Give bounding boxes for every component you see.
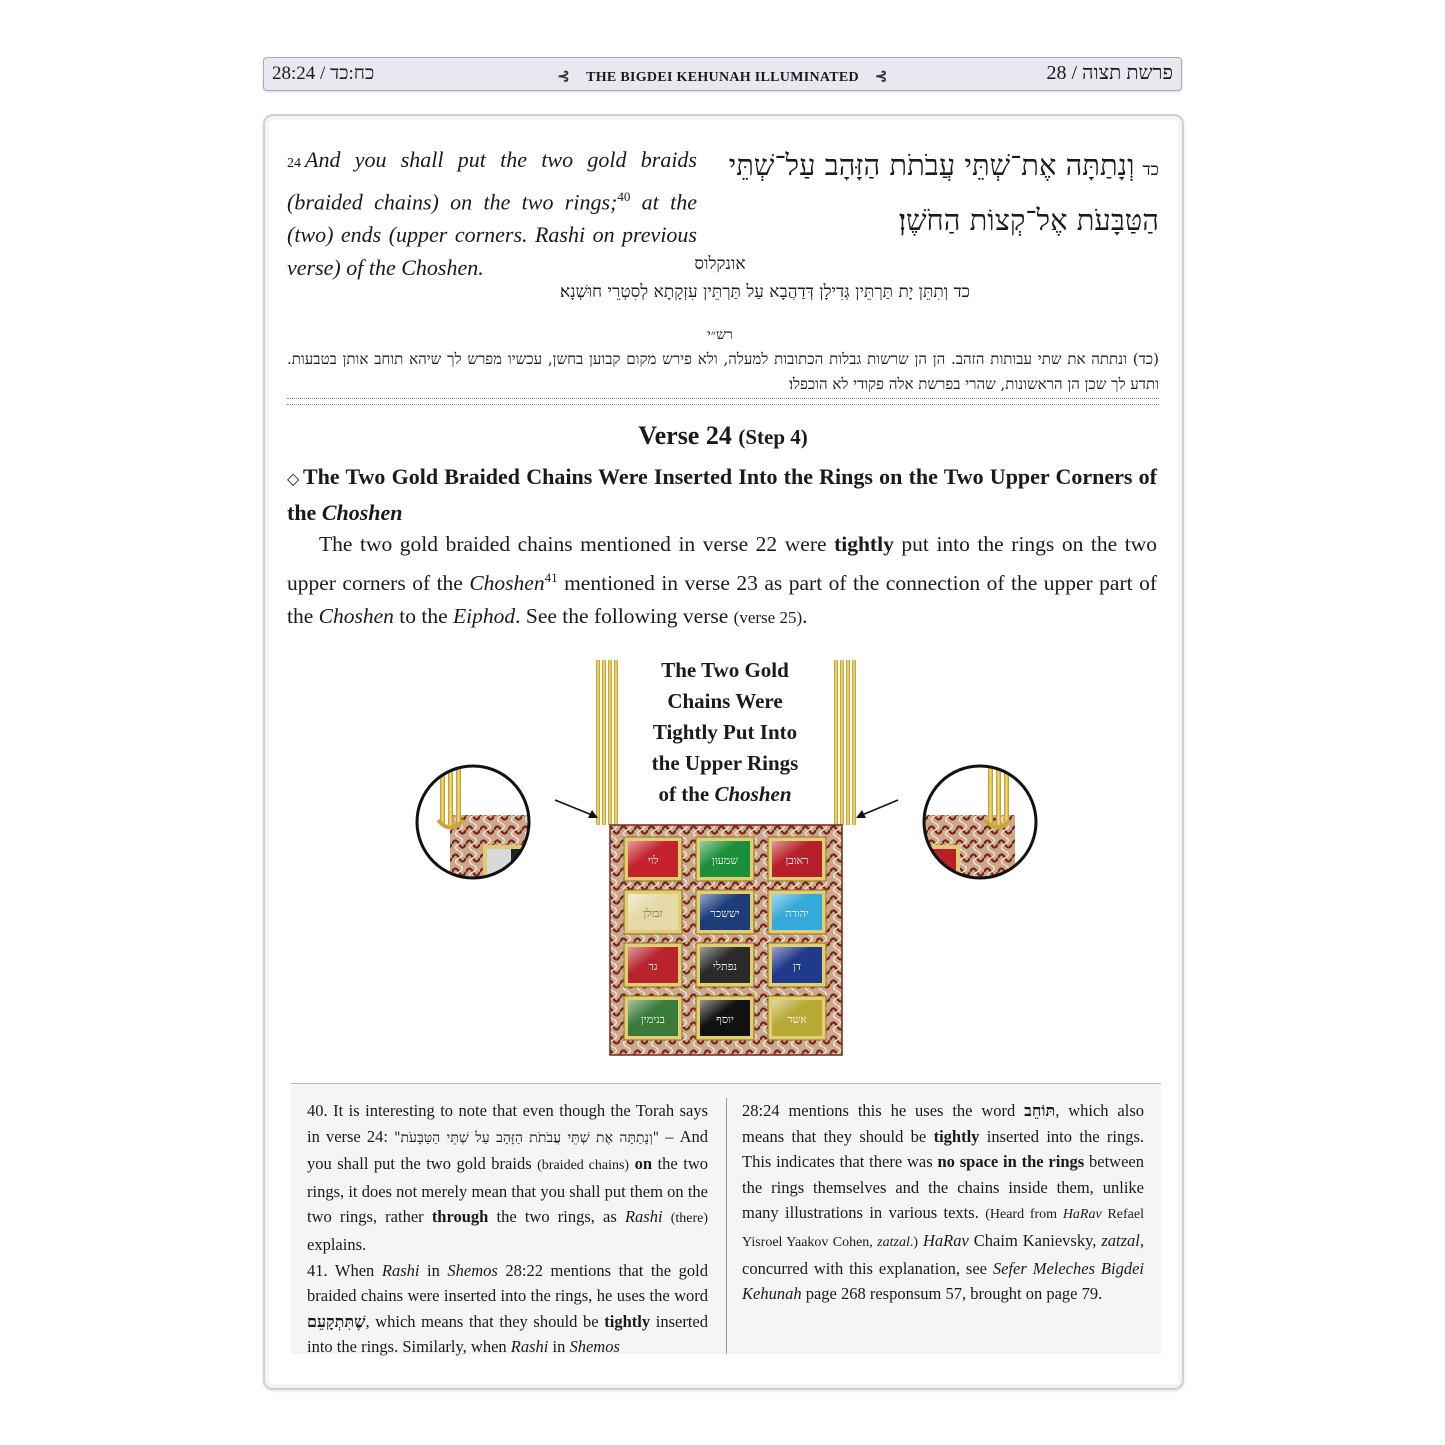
footnotes-right-column: 28:24 mentions this he uses the word תּוֹחֵב, which also means that they should be tightly inserted into the rings. This indicates that there was no space in the rings between the rings themselves and the chains inside them, unlike many illustrations in various texts. (Heard from HaRav Refael Yisroel Yaakov Cohen, zatzal.) HaRav Chaim Kanievsky, zatzal, concurred with this explanation, see Sefer Meleches Bigdei Kehunah page 268 responsum 57, brought on page 79. xyxy=(742,1101,1145,1304)
verse-hebrew: כדוְנָתַתָּה אֶת־שְׁתֵּי עֲבֹתֹת הַזָּהָב עַל־שְׁתֵּי הַטַּבָּעֹת אֶל־קְצוֹת הַחֹשֶׁן׃ xyxy=(728,148,1159,237)
breastplate-stone xyxy=(696,837,754,881)
left-corner-zoom xyxy=(417,755,540,895)
body-paragraph: The two gold braided chains mentioned in verse 22 were tightly put into the rings on the two upper corners of the Choshen$^{41}$ mentioned in verse 23 as part of the connection of the upper part of the Choshen to the Eiphod. See the following verse (verse 25). xyxy=(287,532,1158,629)
header-title-text: THE BIGDEI KEHUNAH ILLUMINATED xyxy=(586,70,859,85)
stone-label: זבולן xyxy=(643,907,663,920)
stone-label: יהודה xyxy=(785,907,809,920)
onkelos-title: אונקלוס xyxy=(694,254,746,274)
breastplate-stone xyxy=(624,890,682,934)
choshen-illustration xyxy=(410,655,1050,1065)
breastplate-stone xyxy=(768,943,826,987)
step-label: (Step 4) xyxy=(738,425,808,449)
breastplate-stone xyxy=(696,943,754,987)
stone-label: גד xyxy=(648,960,658,973)
breastplate-stone xyxy=(768,996,826,1040)
footnotes-left-column: 40. It is interesting to note that even though the Torah says in verse 24: "וְנָתַתָּה אֶת שְׁתֵּי עֲבֹתֹת הַזָּהָב עַל שְׁתֵּי הַטַּבָּעֹת" – And you shall put the two gold braids (braided chains) on the two rings, it does not merely mean that you shall put them on the two rings, rather through the two rings, as Rashi (there) explains. 41. When Rashi in Shemos 28:22 mentions that the gold braided chains were inserted into the rings, he uses the word שֶׁתִּתְקָעֵם, which means that they should be tightly inserted into the rings. Similarly, when Rashi in Shemos xyxy=(307,1101,709,1357)
header-page-parsha: 28 / פרשת תצוה xyxy=(1046,62,1173,84)
left-ornament-icon: ⊰ xyxy=(557,69,571,85)
stone-label: דן xyxy=(792,960,802,973)
verse-number-he: כד xyxy=(1142,160,1159,180)
left-gold-chain xyxy=(596,660,618,825)
stone-label: ראובן xyxy=(785,854,809,867)
footnotes-area xyxy=(291,1083,1161,1357)
footnote-column-separator xyxy=(726,1098,727,1354)
breastplate-stone xyxy=(624,996,682,1040)
stone-label: אשר xyxy=(787,1013,807,1026)
right-arrow-icon xyxy=(856,800,898,818)
stone-label: יוסף xyxy=(716,1013,734,1026)
breastplate-stone xyxy=(768,890,826,934)
right-ornament-icon: ⊰ xyxy=(874,69,888,85)
verse-number-en: 24 xyxy=(287,156,301,171)
header-chapter-verse: 28:24 / כח:כד xyxy=(272,63,375,84)
running-header xyxy=(263,57,1182,91)
stone-label: יששכר xyxy=(710,907,740,920)
verse-english: 24 And you shall put the two gold braids (braided chains) on the two rings;$^{40}$ at the (two) ends (upper corners. Rashi on previous verse) of the Choshen. xyxy=(287,147,697,281)
onkelos-text: כד וְתִתֵּן יָת תַּרְתֵּין גְּדִילָן דְּדַהֲבָא עַל תַּרְתֵּין עִזְקָתָא לְסִטְרֵי חוּשְׁנָא׃ xyxy=(559,282,970,302)
illustration-caption: The Two Gold Chains Were Tightly Put Into the Upper Rings of the Choshen xyxy=(651,658,799,806)
breastplate-stone xyxy=(696,996,754,1040)
left-arrow-icon xyxy=(555,800,598,818)
breastplate-stone xyxy=(768,837,826,881)
rashi-text: (כד) ונתתה את שתי עבותות הזהב. הן הן שרשות גבלות הכתובות למעלה, ולא פירש מקום קבוען בחשן, עכשיו מפרש לך שיהא תוחב אותן בטבעות. ותדע לך שכן הן הראשונות, שהרי בפרשת אלה פקודי לא הוכפלו׃ xyxy=(287,350,1159,393)
header-book-title xyxy=(264,67,1181,86)
breastplate-stone xyxy=(624,837,682,881)
section-divider xyxy=(287,398,1159,405)
section-headline: ◇ The Two Gold Braided Chains Were Inserted Into the Rings on the Two Upper Corners of the Choshen xyxy=(287,464,1157,525)
footnote-ref-40[interactable]: 40 xyxy=(617,189,631,204)
rashi-title: רש״י xyxy=(707,327,733,343)
breastplate-stone xyxy=(624,943,682,987)
right-gold-chain xyxy=(834,660,856,825)
section-title: Verse 24 (Step 4) xyxy=(638,421,808,450)
stone-label: לוי xyxy=(647,854,659,867)
right-corner-zoom xyxy=(915,755,1036,895)
stone-label: בנימין xyxy=(641,1013,665,1026)
stone-label: נפתלי xyxy=(712,960,738,973)
stone-label: שמעון xyxy=(711,854,739,867)
footnote-ref-41[interactable]: 41 xyxy=(544,570,558,585)
breastplate-stone xyxy=(696,890,754,934)
diamond-icon: ◇ xyxy=(287,471,300,488)
